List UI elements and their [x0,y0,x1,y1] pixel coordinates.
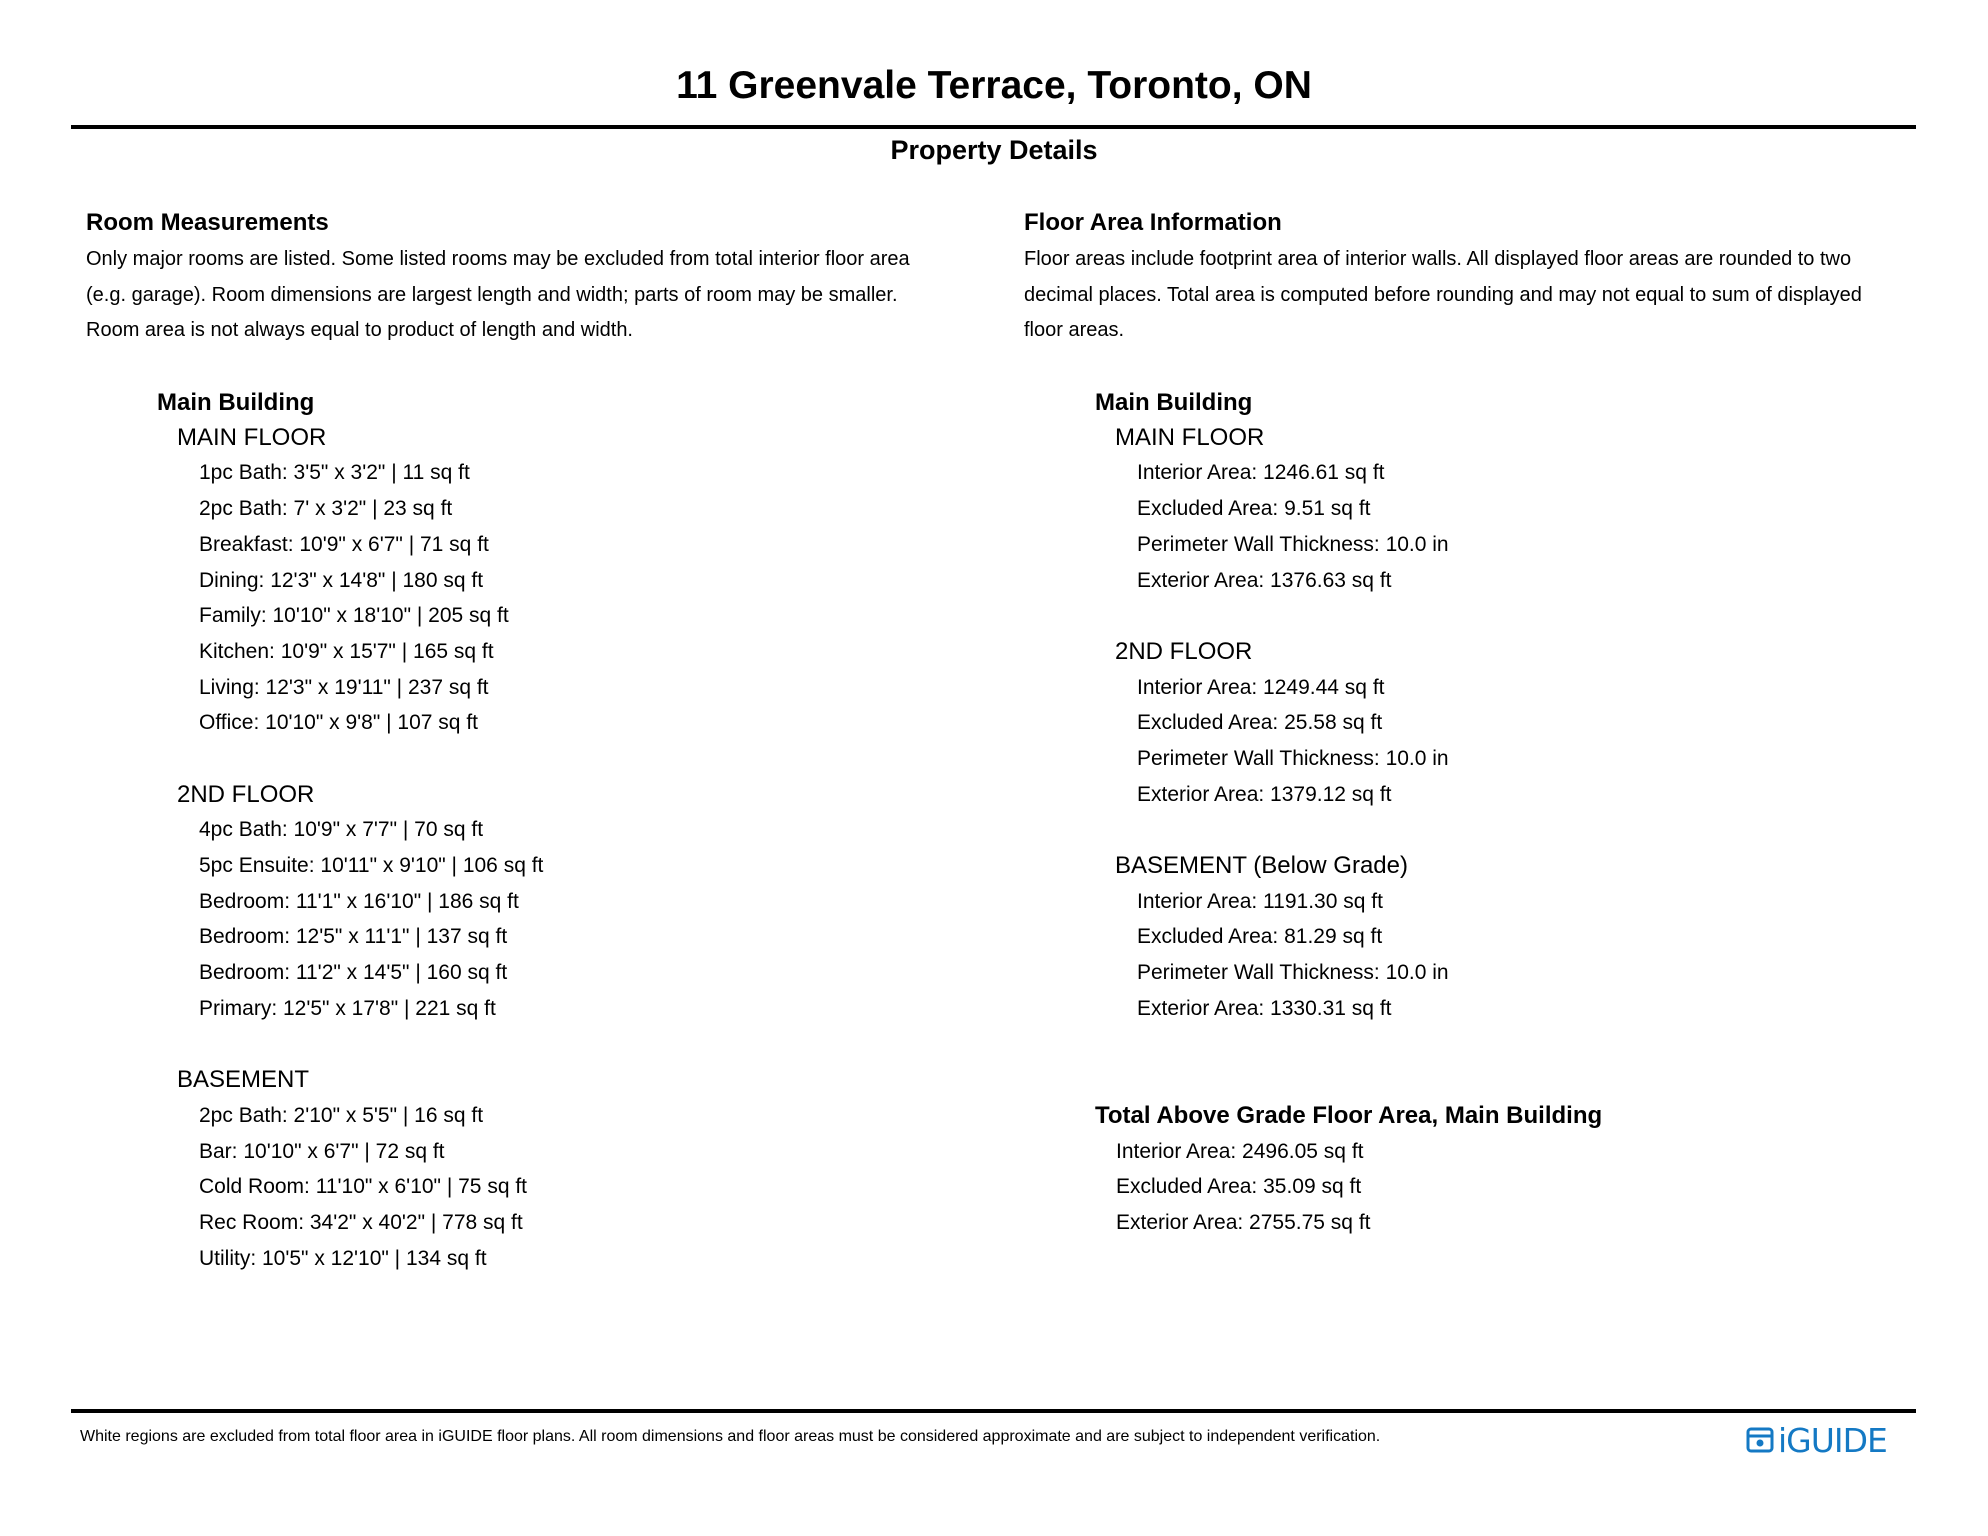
room-measurements-section [86,206,986,1276]
area-item: Exterior Area: 1376.63 sq ft [1137,568,1392,592]
area-item: Excluded Area: 25.58 sq ft [1137,711,1383,735]
area-item: Excluded Area: 9.51 sq ft [1137,497,1371,521]
area-item: Perimeter Wall Thickness: 10.0 in [1137,746,1449,770]
area-item: Excluded Area: 81.29 sq ft [1137,925,1383,949]
floor-heading-main: MAIN FLOOR [177,423,327,451]
note-line: Room area is not always equal to product of length and width. [86,319,633,342]
spacer [86,1026,986,1062]
floor-area-note [1024,242,1924,349]
room-measurements-heading: Room Measurements [86,209,329,236]
footer-divider [71,1409,1916,1413]
area-item: Interior Area: 1249.44 sq ft [1137,675,1385,699]
room-item: Primary: 12'5" x 17'8" | 221 sq ft [199,996,496,1020]
iguide-logo [1746,1421,1887,1459]
room-item: Living: 12'3" x 19'11" | 237 sq ft [199,675,489,699]
header-divider [71,125,1916,129]
building-heading: Main Building [1095,388,1253,416]
room-item: 2pc Bath: 2'10" x 5'5" | 16 sq ft [199,1103,484,1127]
total-area-heading: Total Above Grade Floor Area, Main Building [1095,1101,1603,1129]
note-line: floor areas. [1024,319,1125,342]
total-area-item: Exterior Area: 2755.75 sq ft [1116,1210,1371,1234]
floor-heading-main: MAIN FLOOR [1115,423,1265,451]
floor-area-heading: Floor Area Information [1024,209,1282,236]
room-item: 1pc Bath: 3'5" x 3'2" | 11 sq ft [199,461,470,485]
room-item: Rec Room: 34'2" x 40'2" | 778 sq ft [199,1210,523,1234]
room-item: Kitchen: 10'9" x 15'7" | 165 sq ft [199,639,494,663]
area-item: Perimeter Wall Thickness: 10.0 in [1137,532,1449,556]
room-item: Dining: 12'3" x 14'8" | 180 sq ft [199,568,484,592]
page-title: 11 Greenvale Terrace, Toronto, ON [676,64,1312,107]
floor-heading-second: 2ND FLOOR [1115,637,1253,665]
floor-area-section [1024,206,1924,1241]
room-item: Breakfast: 10'9" x 6'7" | 71 sq ft [199,532,489,556]
note-line: Floor areas include footprint area of interior walls. All displayed floor areas are rounded to two [1024,248,1852,270]
area-item: Exterior Area: 1379.12 sq ft [1137,782,1392,806]
spacer [1024,1026,1924,1062]
area-item: Perimeter Wall Thickness: 10.0 in [1137,961,1449,985]
room-item: Bedroom: 11'2" x 14'5" | 160 sq ft [199,961,508,985]
floor-heading-basement: BASEMENT [177,1066,310,1094]
room-item: 2pc Bath: 7' x 3'2" | 23 sq ft [199,497,453,521]
page-subtitle: Property Details [890,135,1098,165]
area-item: Interior Area: 1191.30 sq ft [1137,889,1383,913]
floor-heading-second: 2ND FLOOR [177,780,315,808]
note-line: (e.g. garage). Room dimensions are largest length and width; parts of room may be smaller. [86,283,898,306]
spacer [1024,598,1924,634]
logo-text: iGUIDE [1778,1420,1887,1460]
room-item: Utility: 10'5" x 12'10" | 134 sq ft [199,1246,487,1270]
spacer [86,741,986,777]
room-item: Bar: 10'10" x 6'7" | 72 sq ft [199,1139,445,1163]
footer-disclaimer: White regions are excluded from total floor area in iGUIDE floor plans. All room dimensions and floor areas must be considered approximate and are subject to independent verification. [80,1428,1381,1445]
room-item: Cold Room: 11'10" x 6'10" | 75 sq ft [199,1175,528,1199]
note-line: Only major rooms are listed. Some listed rooms may be excluded from total interior floor area [86,248,910,270]
spacer [1024,812,1924,848]
room-item: Bedroom: 11'1" x 16'10" | 186 sq ft [199,889,519,913]
building-heading: Main Building [157,388,315,416]
room-item: 4pc Bath: 10'9" x 7'7" | 70 sq ft [199,818,484,842]
room-item: Family: 10'10" x 18'10" | 205 sq ft [199,604,509,628]
iguide-camera-icon [1746,1426,1774,1454]
room-item: Bedroom: 12'5" x 11'1" | 137 sq ft [199,925,508,949]
floor-heading-basement: BASEMENT (Below Grade) [1115,852,1408,880]
area-item: Exterior Area: 1330.31 sq ft [1137,996,1392,1020]
spacer [1024,1062,1924,1098]
room-item: Office: 10'10" x 9'8" | 107 sq ft [199,711,478,735]
room-measurements-note [86,242,986,349]
note-line: decimal places. Total area is computed before rounding and may not equal to sum of displayed [1024,283,1862,306]
total-area-item: Excluded Area: 35.09 sq ft [1116,1175,1362,1199]
total-area-item: Interior Area: 2496.05 sq ft [1116,1139,1364,1163]
area-item: Interior Area: 1246.61 sq ft [1137,461,1385,485]
room-item: 5pc Ensuite: 10'11" x 9'10" | 106 sq ft [199,854,544,878]
